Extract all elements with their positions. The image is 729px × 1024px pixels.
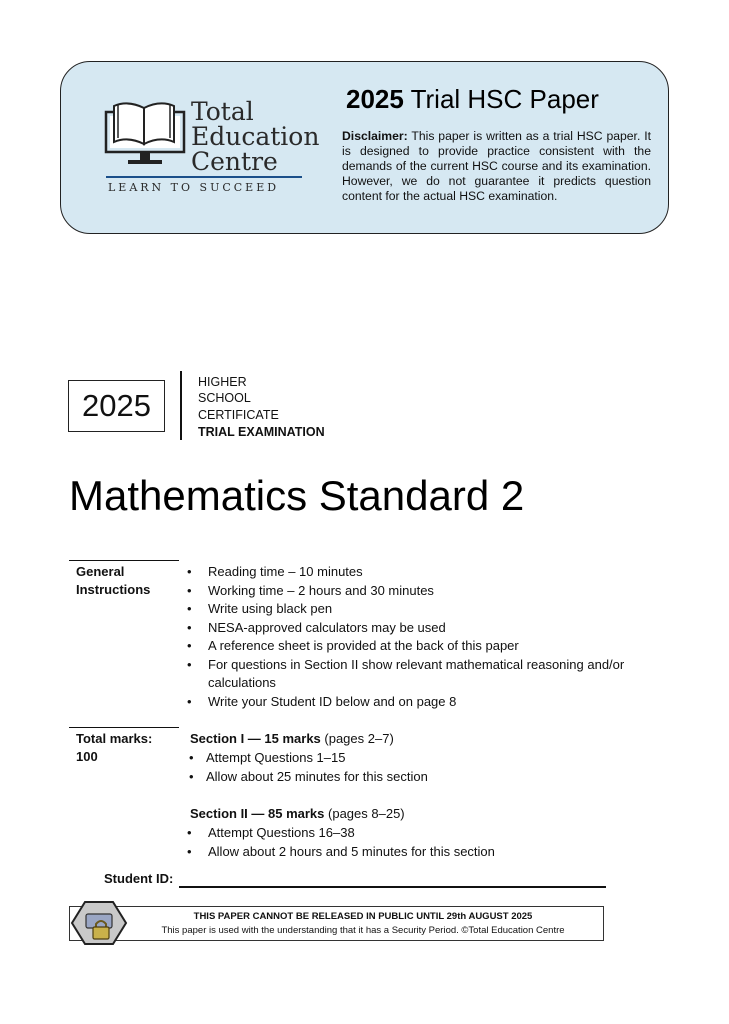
- total-marks-value: 100: [76, 749, 98, 764]
- logo-rule: [106, 176, 302, 178]
- bullet-icon: •: [187, 656, 192, 672]
- security-notice-title: THIS PAPER CANNOT BE RELEASED IN PUBLIC UNTIL 29th AUGUST 2025: [193, 911, 533, 922]
- instruction-text: Write your Student ID below and on page 8: [208, 693, 457, 709]
- subject-title: Mathematics Standard 2: [69, 472, 525, 519]
- paper-title: [346, 84, 599, 115]
- instruction-text: NESA-approved calculators may be used: [208, 619, 446, 635]
- bullet-icon: •: [189, 750, 194, 765]
- bullet-icon: •: [187, 601, 192, 616]
- section2-pages: (pages 8–25): [324, 806, 405, 821]
- list-item: [187, 637, 627, 656]
- list-item: [187, 843, 587, 862]
- list-item: [189, 768, 589, 787]
- list-item: [189, 749, 589, 768]
- bullet-icon: •: [187, 582, 192, 598]
- paper-title-rest: Trial HSC Paper: [403, 84, 599, 114]
- hsc-line-higher: HIGHER: [198, 375, 247, 389]
- bullet-icon: •: [187, 638, 192, 653]
- student-id-input-line[interactable]: [179, 886, 606, 888]
- bullet-icon: •: [187, 825, 192, 840]
- hsc-line-certificate: CERTIFICATE: [198, 408, 279, 422]
- instructions-rule: [69, 560, 179, 561]
- bullet-icon: •: [187, 693, 192, 709]
- total-marks-label: Total marks:: [76, 731, 153, 746]
- instruction-text: Reading time – 10 minutes: [208, 564, 363, 579]
- section2-title: Section II — 85 marks: [190, 806, 325, 821]
- instruction-text: A reference sheet is provided at the back of this paper: [208, 638, 519, 653]
- list-item: [187, 619, 627, 638]
- section1-list: [189, 749, 589, 786]
- list-item: [187, 656, 627, 693]
- instruction-text: For questions in Section II show relevant mathematical reasoning and/or calculations: [208, 656, 625, 690]
- section1-heading: [190, 731, 394, 746]
- security-lock-icon: [70, 900, 128, 946]
- bullet-icon: •: [187, 564, 192, 579]
- section1-pages: (pages 2–7): [320, 731, 394, 746]
- list-item: [187, 563, 627, 582]
- list-item: [187, 582, 627, 601]
- bullet-icon: •: [187, 619, 192, 635]
- paper-title-year: 2025: [346, 84, 404, 114]
- year-divider: [180, 371, 182, 440]
- student-id-label: Student ID:: [104, 871, 174, 886]
- section2-heading: [190, 806, 405, 821]
- open-book-monitor-icon: [104, 98, 186, 170]
- marks-rule: [69, 727, 179, 728]
- section2-item-text: Attempt Questions 16–38: [208, 825, 355, 840]
- instruction-text: Working time – 2 hours and 30 minutes: [208, 582, 434, 598]
- disclaimer-text: This paper is written as a trial HSC paper. It is designed to provide practice consistent with the demands of the current HSC course and its examination. However, we do not guarantee it predicts question content for the actual HSC examination.: [342, 129, 651, 203]
- instructions-list: [187, 563, 627, 711]
- list-item: [187, 600, 627, 619]
- hsc-line-school: SCHOOL: [198, 391, 251, 405]
- bullet-icon: •: [189, 768, 194, 784]
- list-item: [187, 693, 627, 712]
- disclaimer-label: Disclaimer:: [342, 129, 408, 143]
- logo-text-education: Education: [191, 122, 320, 151]
- instructions-label-line2: Instructions: [76, 582, 151, 597]
- hsc-line-trial-examination: TRIAL EXAMINATION: [198, 425, 325, 439]
- logo-text-centre: Centre: [191, 147, 278, 176]
- logo-text-total: Total: [191, 97, 254, 126]
- section2-list: [187, 824, 587, 861]
- section1-title: Section I — 15 marks: [190, 731, 321, 746]
- bullet-icon: •: [187, 843, 192, 859]
- security-notice-text: This paper is used with the understanding that it has a Security Period. ©Total Education Centre: [161, 925, 565, 936]
- instruction-text: Write using black pen: [208, 601, 333, 616]
- logo-tagline: LEARN TO SUCCEED: [108, 181, 280, 194]
- section2-item-text: Allow about 2 hours and 5 minutes for this section: [208, 843, 495, 859]
- instructions-label-line1: General: [76, 564, 125, 579]
- section1-item-text: Allow about 25 minutes for this section: [206, 768, 428, 784]
- list-item: [187, 824, 587, 843]
- exam-year-box: 2025: [68, 380, 165, 432]
- section1-item-text: Attempt Questions 1–15: [206, 750, 346, 765]
- disclaimer: [342, 129, 651, 204]
